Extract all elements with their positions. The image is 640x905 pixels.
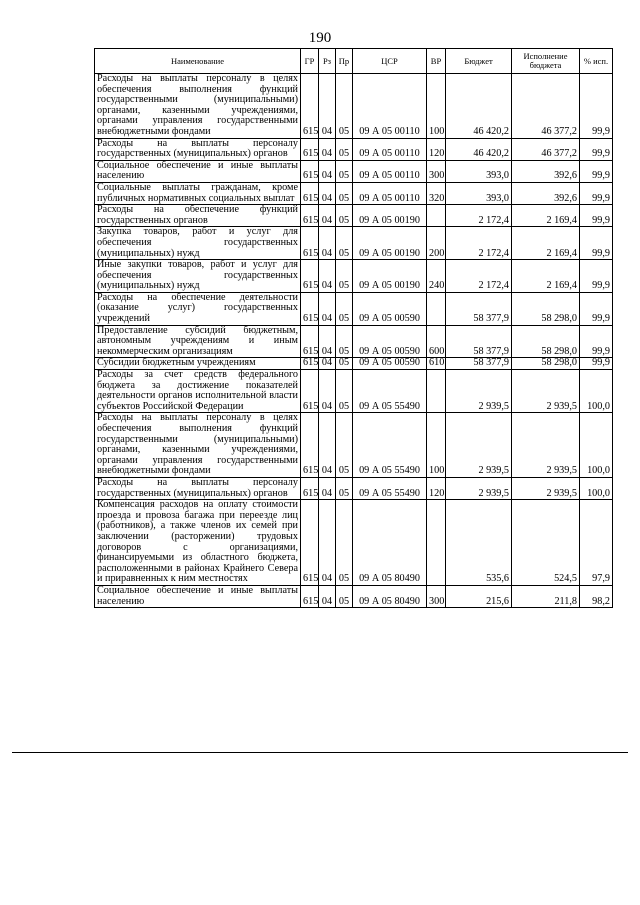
cell-csr: 09 А 05 55490: [353, 477, 427, 499]
cell-percent: 100,0: [580, 370, 613, 413]
cell-csr: 09 А 05 00110: [353, 138, 427, 160]
cell-pr: 05: [336, 260, 353, 293]
cell-vr: 300: [427, 160, 446, 182]
header-execution: Исполнение бюджета: [512, 49, 580, 74]
table-row: [95, 292, 613, 325]
cell-budget: 46 420,2: [446, 74, 512, 139]
cell-name: Компенсация расходов на оплату стоимости проезда и провоза багажа при переезде лиц (работников), а также членов их семей при заключении (расторжении) трудовых договоров с организациями, финансируемыми из областного бюджета, расположенными в районах Крайнего Севера и приравненных к ним местностях: [95, 500, 301, 586]
cell-pr: 05: [336, 205, 353, 227]
cell-csr: 09 А 05 00110: [353, 182, 427, 204]
cell-name: Социальное обеспечение и иные выплаты населению: [95, 585, 301, 607]
cell-vr: 600: [427, 325, 446, 358]
cell-percent: 99,9: [580, 74, 613, 139]
cell-csr: 09 А 05 80490: [353, 500, 427, 586]
header-name: Наименование: [95, 49, 301, 74]
cell-gr: 615: [301, 227, 319, 260]
cell-budget: 2 172,4: [446, 260, 512, 293]
cell-csr: 09 А 05 55490: [353, 413, 427, 478]
cell-vr: [427, 205, 446, 227]
cell-pr: 05: [336, 413, 353, 478]
cell-execution: 58 298,0: [512, 358, 580, 370]
header-csr: ЦСР: [353, 49, 427, 74]
cell-execution: 2 169,4: [512, 227, 580, 260]
cell-percent: 99,9: [580, 160, 613, 182]
cell-gr: 615: [301, 585, 319, 607]
cell-execution: 2 939,5: [512, 370, 580, 413]
cell-pr: 05: [336, 182, 353, 204]
cell-csr: 09 А 05 00110: [353, 74, 427, 139]
cell-vr: [427, 292, 446, 325]
cell-execution: 46 377,2: [512, 74, 580, 139]
cell-pr: 05: [336, 585, 353, 607]
cell-vr: 120: [427, 477, 446, 499]
cell-rz: 04: [319, 74, 336, 139]
cell-name: Расходы на обеспечение функций государственных органов: [95, 205, 301, 227]
cell-execution: 211,8: [512, 585, 580, 607]
cell-gr: 615: [301, 182, 319, 204]
cell-percent: 99,9: [580, 260, 613, 293]
cell-budget: 58 377,9: [446, 325, 512, 358]
cell-vr: 610: [427, 358, 446, 370]
bottom-divider: [12, 752, 628, 753]
cell-budget: 393,0: [446, 182, 512, 204]
cell-gr: 615: [301, 74, 319, 139]
cell-vr: 200: [427, 227, 446, 260]
cell-csr: 09 А 05 00190: [353, 227, 427, 260]
cell-rz: 04: [319, 358, 336, 370]
table-row: [95, 160, 613, 182]
cell-budget: 2 172,4: [446, 205, 512, 227]
cell-csr: 09 А 05 55490: [353, 370, 427, 413]
cell-budget: 58 377,9: [446, 358, 512, 370]
cell-pr: 05: [336, 292, 353, 325]
cell-gr: 615: [301, 138, 319, 160]
cell-gr: 615: [301, 477, 319, 499]
cell-name: Расходы на выплаты персоналу в целях обеспечения выполнения функций государственными (муниципальными) органами, казенными учреждениями, органами управления государственными внебюджетными фондами: [95, 413, 301, 478]
cell-budget: 2 172,4: [446, 227, 512, 260]
cell-rz: 04: [319, 292, 336, 325]
cell-gr: 615: [301, 260, 319, 293]
cell-budget: 46 420,2: [446, 138, 512, 160]
cell-execution: 58 298,0: [512, 292, 580, 325]
header-budget: Бюджет: [446, 49, 512, 74]
cell-vr: 320: [427, 182, 446, 204]
cell-execution: 392,6: [512, 160, 580, 182]
table-row: [95, 227, 613, 260]
cell-name: Социальное обеспечение и иные выплаты населению: [95, 160, 301, 182]
cell-budget: 2 939,5: [446, 413, 512, 478]
cell-percent: 100,0: [580, 477, 613, 499]
cell-gr: 615: [301, 358, 319, 370]
table-row: [95, 182, 613, 204]
cell-gr: 615: [301, 370, 319, 413]
table-row: [95, 358, 613, 370]
cell-rz: 04: [319, 413, 336, 478]
cell-rz: 04: [319, 370, 336, 413]
cell-percent: 99,9: [580, 138, 613, 160]
table-row: [95, 500, 613, 586]
cell-name: Расходы на выплаты персоналу государственных (муниципальных) органов: [95, 138, 301, 160]
cell-vr: [427, 500, 446, 586]
cell-csr: 09 А 05 00110: [353, 160, 427, 182]
cell-pr: 05: [336, 500, 353, 586]
cell-name: Субсидии бюджетным учреждениям: [95, 358, 301, 370]
table-row: [95, 477, 613, 499]
cell-gr: 615: [301, 325, 319, 358]
table-row: [95, 138, 613, 160]
cell-execution: 2 169,4: [512, 205, 580, 227]
cell-csr: 09 А 05 00190: [353, 205, 427, 227]
cell-vr: 100: [427, 74, 446, 139]
cell-budget: 393,0: [446, 160, 512, 182]
table-row: [95, 260, 613, 293]
cell-name: Предоставление субсидий бюджетным, автономным учреждениям и иным некоммерческим организациям: [95, 325, 301, 358]
cell-execution: 2 939,5: [512, 477, 580, 499]
cell-gr: 615: [301, 500, 319, 586]
cell-rz: 04: [319, 227, 336, 260]
cell-rz: 04: [319, 160, 336, 182]
cell-name: Закупка товаров, работ и услуг для обеспечения государственных (муниципальных) нужд: [95, 227, 301, 260]
cell-percent: 99,9: [580, 182, 613, 204]
table-row: [95, 413, 613, 478]
cell-csr: 09 А 05 00590: [353, 292, 427, 325]
page-number: 190: [308, 30, 332, 46]
cell-percent: 97,9: [580, 500, 613, 586]
cell-budget: 215,6: [446, 585, 512, 607]
cell-pr: 05: [336, 138, 353, 160]
cell-execution: 2 169,4: [512, 260, 580, 293]
cell-execution: 392,6: [512, 182, 580, 204]
cell-rz: 04: [319, 500, 336, 586]
table-row: [95, 74, 613, 139]
cell-execution: 2 939,5: [512, 413, 580, 478]
cell-name: Расходы на выплаты персоналу государственных (муниципальных) органов: [95, 477, 301, 499]
header-vr: ВР: [427, 49, 446, 74]
cell-vr: 100: [427, 413, 446, 478]
cell-csr: 09 А 05 00190: [353, 260, 427, 293]
cell-gr: 615: [301, 160, 319, 182]
table-header-row: [95, 49, 613, 74]
cell-pr: 05: [336, 325, 353, 358]
cell-gr: 615: [301, 292, 319, 325]
cell-percent: 99,9: [580, 325, 613, 358]
cell-csr: 09 А 05 80490: [353, 585, 427, 607]
cell-rz: 04: [319, 182, 336, 204]
cell-rz: 04: [319, 585, 336, 607]
cell-budget: 2 939,5: [446, 370, 512, 413]
cell-percent: 99,9: [580, 205, 613, 227]
cell-rz: 04: [319, 205, 336, 227]
cell-percent: 99,9: [580, 358, 613, 370]
cell-rz: 04: [319, 260, 336, 293]
cell-name: Социальные выплаты гражданам, кроме публичных нормативных социальных выплат: [95, 182, 301, 204]
cell-pr: 05: [336, 227, 353, 260]
cell-vr: [427, 370, 446, 413]
cell-percent: 99,9: [580, 227, 613, 260]
cell-vr: 120: [427, 138, 446, 160]
cell-budget: 2 939,5: [446, 477, 512, 499]
cell-csr: 09 А 05 00590: [353, 358, 427, 370]
cell-percent: 98,2: [580, 585, 613, 607]
cell-budget: 58 377,9: [446, 292, 512, 325]
cell-csr: 09 А 05 00590: [353, 325, 427, 358]
header-rz: Рз: [319, 49, 336, 74]
cell-execution: 58 298,0: [512, 325, 580, 358]
cell-pr: 05: [336, 477, 353, 499]
cell-pr: 05: [336, 370, 353, 413]
cell-percent: 100,0: [580, 413, 613, 478]
table-row: [95, 370, 613, 413]
header-pr: Пр: [336, 49, 353, 74]
cell-rz: 04: [319, 325, 336, 358]
cell-vr: 300: [427, 585, 446, 607]
table-body: [95, 74, 613, 608]
cell-pr: 05: [336, 74, 353, 139]
cell-rz: 04: [319, 138, 336, 160]
cell-gr: 615: [301, 205, 319, 227]
cell-execution: 46 377,2: [512, 138, 580, 160]
cell-rz: 04: [319, 477, 336, 499]
table-row: [95, 325, 613, 358]
cell-name: Расходы на выплаты персоналу в целях обеспечения выполнения функций государственными (муниципальными) органами, казенными учреждениями, органами управления государственными внебюджетными фондами: [95, 74, 301, 139]
cell-pr: 05: [336, 358, 353, 370]
cell-vr: 240: [427, 260, 446, 293]
cell-pr: 05: [336, 160, 353, 182]
cell-name: Иные закупки товаров, работ и услуг для обеспечения государственных (муниципальных) нужд: [95, 260, 301, 293]
table-row: [95, 585, 613, 607]
cell-gr: 615: [301, 413, 319, 478]
table-row: [95, 205, 613, 227]
cell-name: Расходы за счет средств федерального бюджета за достижение показателей деятельности органов исполнительной власти субъектов Российской Федерации: [95, 370, 301, 413]
header-percent: % исп.: [580, 49, 613, 74]
cell-percent: 99,9: [580, 292, 613, 325]
budget-table: [94, 48, 613, 608]
cell-execution: 524,5: [512, 500, 580, 586]
header-gr: ГР: [301, 49, 319, 74]
cell-name: Расходы на обеспечение деятельности (оказание услуг) государственных учреждений: [95, 292, 301, 325]
cell-budget: 535,6: [446, 500, 512, 586]
